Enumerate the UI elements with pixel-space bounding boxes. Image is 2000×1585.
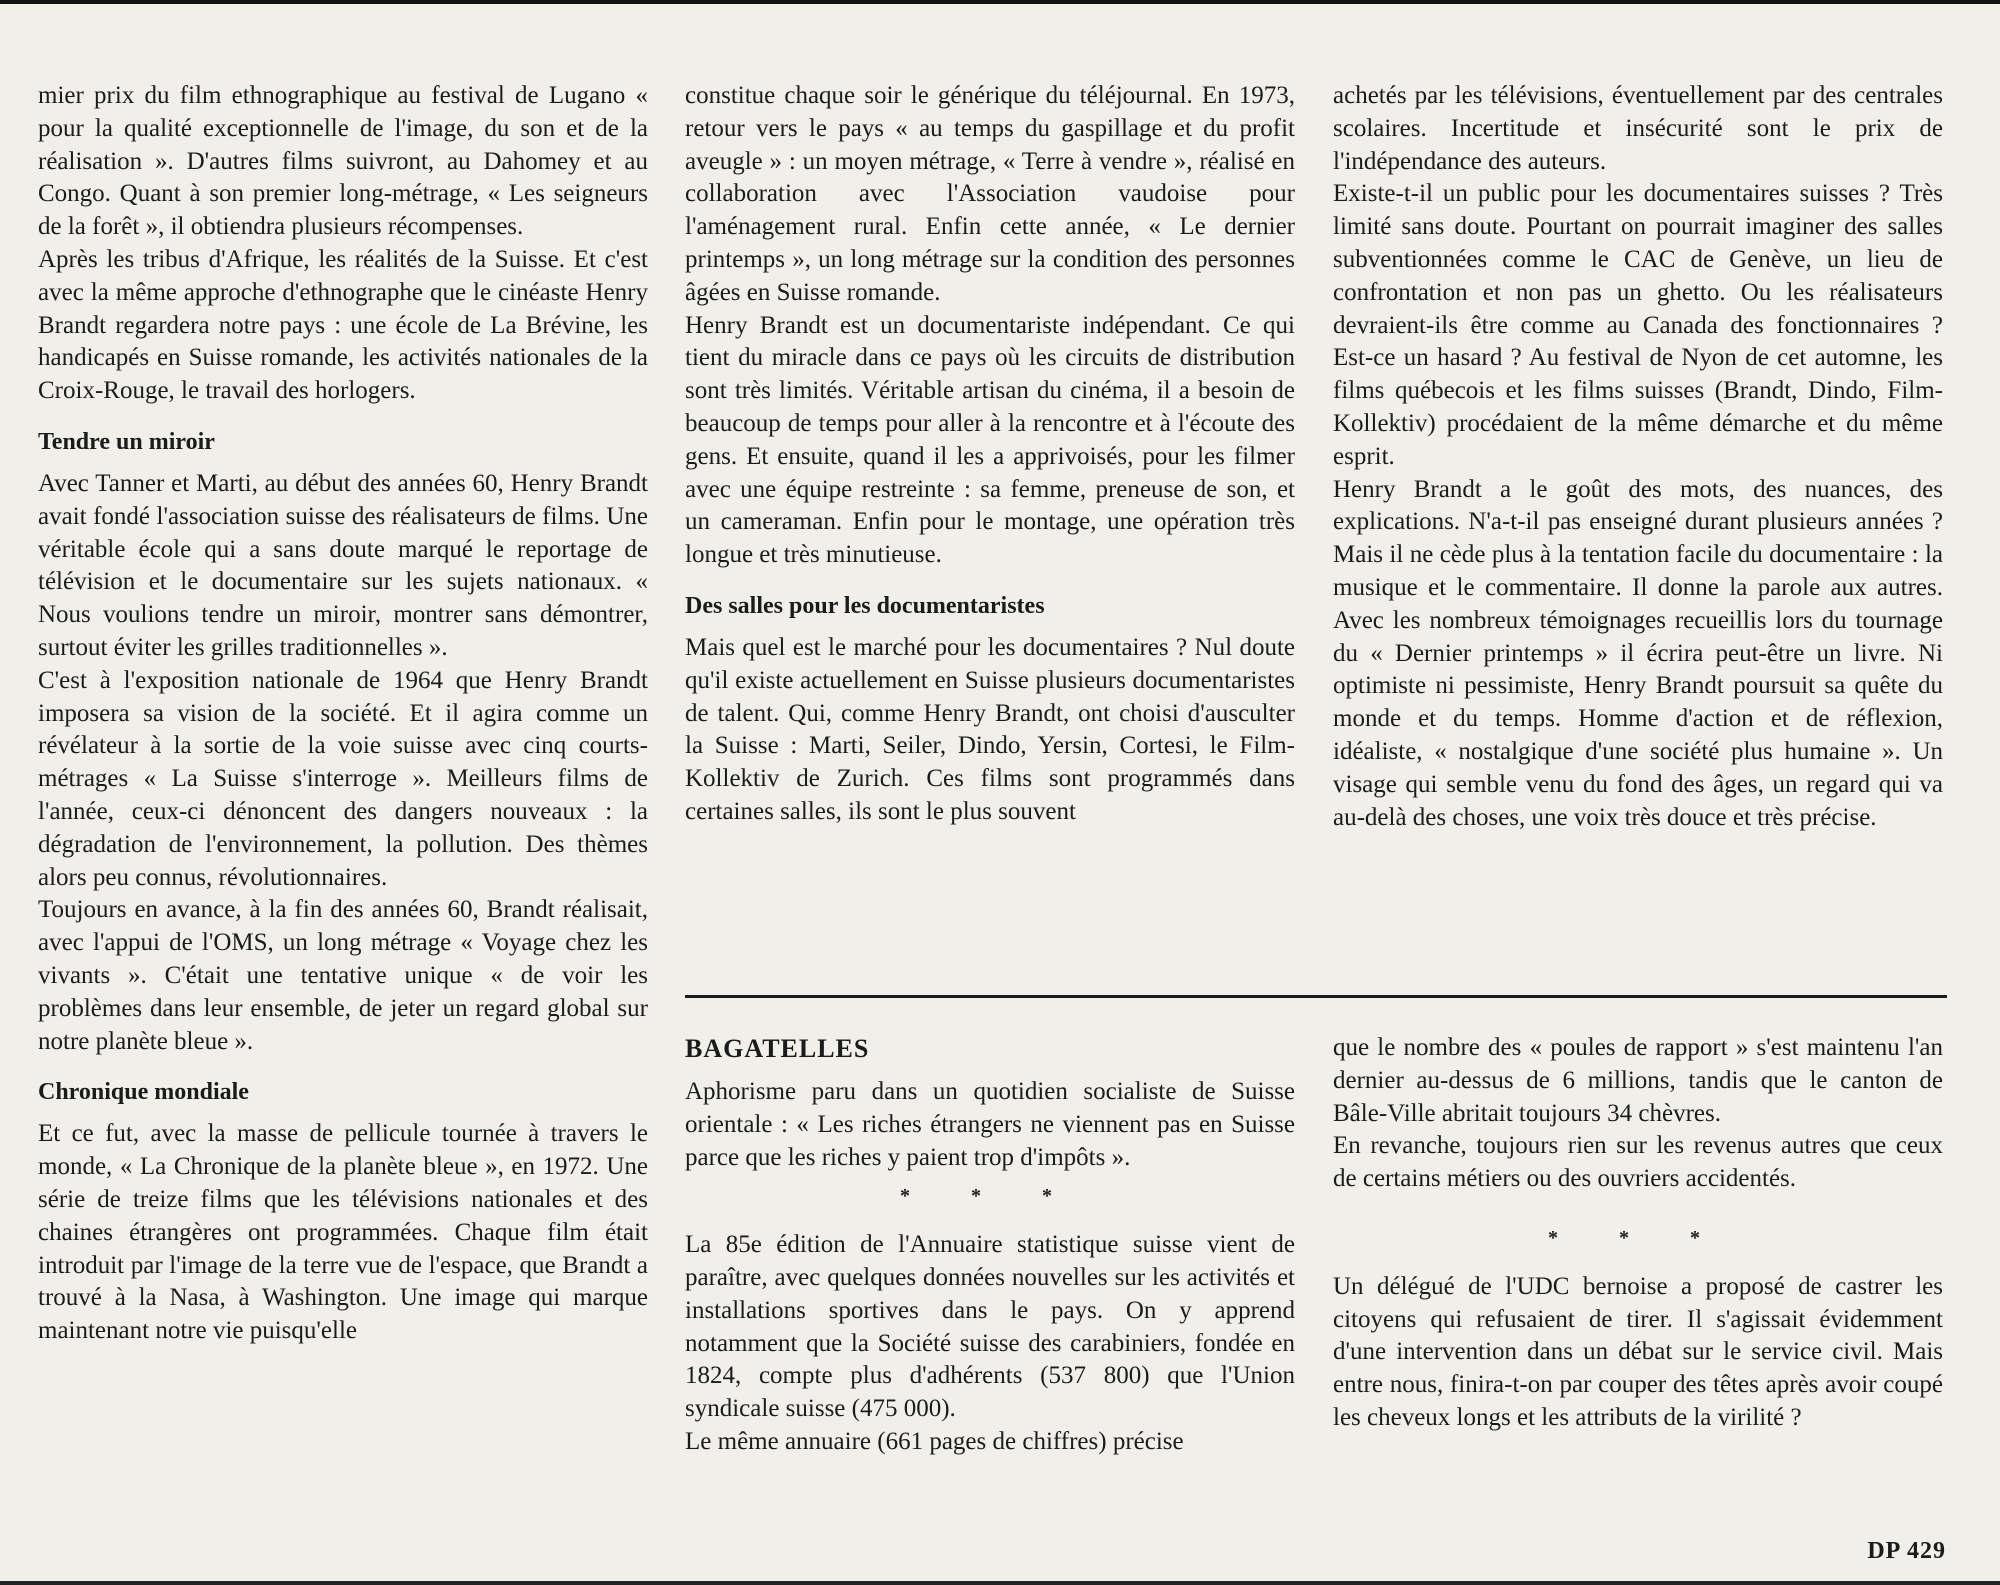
top-rule bbox=[0, 0, 2000, 4]
paragraph: Un délégué de l'UDC bernoise a proposé de castrer les citoyens qui refusaient de tirer. Il s'agissait évidemment d'une intervention dans un débat sur le service civil. Mais entre nous, finira-t-on par couper des têtes après avoir coupé les cheveux longs et les attributs de la virilité ? bbox=[1333, 1272, 1943, 1431]
bagatelles-title: BAGATELLES bbox=[685, 1034, 870, 1063]
paragraph: Le même annuaire (661 pages de chiffres) précise bbox=[685, 1427, 1184, 1455]
paragraph: achetés par les télévisions, éventuellement par des centrales scolaires. Incertitude et insécurité sont le prix de l'indépendance des auteurs. bbox=[1333, 82, 1943, 175]
subheading-des-salles: Des salles pour les documentaristes bbox=[685, 592, 1045, 619]
paragraph: La 85e édition de l'Annuaire statistique suisse vient de paraître, avec quelques données nouvelles sur les activités et installations sportives dans le pays. On y apprend notamment que la Société suisse des carabiniers, fondée en 1824, compte plus d'adhérents (537 800) que l'Union syndicale suisse (475 000). bbox=[685, 1231, 1295, 1423]
section-divider bbox=[685, 995, 1947, 998]
paragraph: constitue chaque soir le générique du téléjournal. En 1973, retour vers le pays « au temps du gaspillage et du profit aveugle » : un moyen métrage, « Terre à vendre », réalisé en collaboration avec l'Association vaudoise pour l'aménagement rural. Enfin cette année, « Le dernier printemps », un long métrage sur la condition des personnes âgées en Suisse romande. bbox=[685, 82, 1295, 306]
bottom-rule bbox=[0, 1581, 2000, 1585]
subheading-chronique-mondiale: Chronique mondiale bbox=[38, 1079, 249, 1106]
paragraph: que le nombre des « poules de rapport » s'est maintenu l'an dernier au-dessus de 6 millions, tandis que le canton de Bâle-Ville abritait toujours 34 chèvres. bbox=[1333, 1034, 1943, 1127]
paragraph: Après les tribus d'Afrique, les réalités de la Suisse. Et c'est avec la même approche d'ethnographe que le cinéaste Henry Brandt regardera notre pays : une école de La Brévine, les handicapés en Suisse romande, les activités nationales de la Croix-Rouge, le travail des horlogers. bbox=[38, 245, 648, 405]
article-column-3 bbox=[1333, 80, 1943, 834]
asterism-separator: * * * bbox=[1548, 1226, 1728, 1249]
article-column-2 bbox=[685, 80, 1295, 829]
subheading-tendre-un-miroir: Tendre un miroir bbox=[38, 428, 215, 455]
paragraph: Aphorisme paru dans un quotidien socialiste de Suisse orientale : « Les riches étrangers ne viennent pas en Suisse parce que les riches y paient trop d'impôts ». bbox=[685, 1078, 1295, 1171]
article-column-1 bbox=[38, 80, 648, 1348]
paragraph: Avec Tanner et Marti, au début des années 60, Henry Brandt avait fondé l'association suisse des réalisateurs de films. Une véritable école qui a sans doute marqué le reportage de télévision et le documentaire sur les sujets nationaux. « Nous voulions tendre un miroir, montrer sans démontrer, surtout éviter les grilles traditionnelles ». bbox=[38, 469, 648, 661]
paragraph: Mais quel est le marché pour les documentaires ? Nul doute qu'il existe actuellement en Suisse plusieurs documentaristes de talent. Qui, comme Henry Brandt, ont choisi d'ausculter la Suisse : Marti, Seiler, Dindo, Yersin, Cortesi, le Film-Kollektiv de Zurich. Ces films sont programmés dans certaines salles, ils sont le plus souvent bbox=[685, 633, 1295, 825]
paragraph: Henry Brandt est un documentariste indépendant. Ce qui tient du miracle dans ce pays où les circuits de distribution sont très limités. Véritable artisan du cinéma, il a besoin de beaucoup de temps pour aller à la rencontre et à l'écoute des gens. Et ensuite, quand il les a apprivoisés, pour les filmer avec une équipe restreinte : sa femme, preneuse de son, et un cameraman. Enfin pour le montage, une opération très longue et très minutieuse. bbox=[685, 311, 1295, 569]
paragraph: Toujours en avance, à la fin des années 60, Brandt réalisait, avec l'appui de l'OMS, un long métrage « Voyage chez les vivants ». C'était une tentative unique « de voir les problèmes dans leur ensemble, de jeter un regard global sur notre planète bleue ». bbox=[38, 896, 648, 1055]
paragraph: En revanche, toujours rien sur les revenus autres que ceux de certains métiers ou des ouvriers accidentés. bbox=[1333, 1132, 1943, 1193]
paragraph: mier prix du film ethnographique au festival de Lugano « pour la qualité exceptionnelle de l'image, du son et de la réalisation ». D'autres films suivront, au Dahomey et au Congo. Quant à son premier long-métrage, « Les seigneurs de la forêt », il obtiendra plusieurs récompenses. bbox=[38, 82, 648, 241]
bagatelles-column-1 bbox=[685, 1032, 1295, 1459]
bagatelles-column-2 bbox=[1333, 1032, 1943, 1435]
paragraph: Existe-t-il un public pour les documentaires suisses ? Très limité sans doute. Pourtant on pourrait imaginer des salles subventionnées comme le CAC de Genève, un lieu de confrontation et non pas un ghetto. Ou les réalisateurs devraient-ils être comme au Canada des fonctionnaires ? Est-ce un hasard ? Au festival de Nyon de cet automne, les films québecois et les films suisses (Brandt, Dindo, Film-Kollektiv) procédaient de la même démarche et du même esprit. bbox=[1333, 180, 1943, 470]
paragraph: C'est à l'exposition nationale de 1964 que Henry Brandt imposera sa vision de la société. Et il agira comme un révélateur à la sortie de la voie suisse avec cinq courts-métrages « La Suisse s'interroge ». Meilleurs films de l'année, ceux-ci dénoncent des dangers nouveaux : la dégradation de l'environnement, la pollution. Des thèmes alors peu connus, révolutionnaires. bbox=[38, 666, 648, 891]
asterism-separator: * * * bbox=[900, 1185, 1080, 1208]
page-footer: DP 429 bbox=[1867, 1538, 1946, 1564]
paragraph: Henry Brandt a le goût des mots, des nuances, des explications. N'a-t-il pas enseigné durant plusieurs années ? Mais il ne cède plus à la tentation facile du documentaire : la musique et le commentaire. Il donne la parole aux autres. Avec les nombreux témoignages recueillis lors du tournage du « Dernier printemps » il écrira peut-être un livre. Ni optimiste ni pessimiste, Henry Brandt poursuit sa quête du monde et du temps. Homme d'action et de réflexion, idéaliste, « nostalgique d'une société plus humaine ». Un visage qui semble venu du fond des âges, un regard qui va au-delà des choses, une voix très douce et très précise. bbox=[1333, 475, 1943, 831]
paragraph: Et ce fut, avec la masse de pellicule tournée à travers le monde, « La Chronique de la planète bleue », en 1972. Une série de treize films que les télévisions nationales et des chaines étrangères ont programmées. Chaque film était introduit par l'image de la terre vue de l'espace, que Brandt a trouvé à la Nasa, à Washington. Une image qui marque maintenant notre vie puisqu'elle bbox=[38, 1120, 648, 1345]
